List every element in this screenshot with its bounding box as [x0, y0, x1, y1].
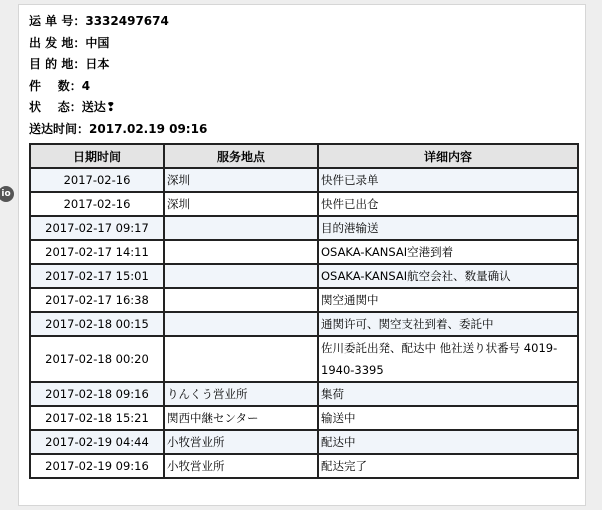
table-row: [30, 192, 578, 216]
row-detail: 目的港输送: [318, 216, 578, 240]
row-time: 2017-02-16: [30, 168, 164, 192]
shipment-info: [29, 11, 569, 140]
row-detail: OSAKA-KANSAI空港到着: [318, 240, 578, 264]
pieces-label: 件 数：: [29, 78, 82, 93]
row-detail: 配达完了: [318, 454, 578, 478]
row-place: [164, 336, 318, 382]
destination-value: 日本: [85, 57, 110, 71]
table-row: [30, 382, 578, 406]
row-place: りんくう営业所: [164, 382, 318, 406]
delivered-time-label: 送达时间：: [29, 121, 90, 136]
origin-row: [29, 33, 569, 55]
table-row: [30, 288, 578, 312]
header-datetime: 日期时间: [30, 144, 164, 168]
row-detail: OSAKA-KANSAI航空会社、数量确认: [318, 264, 578, 288]
row-place: 小牧営业所: [164, 430, 318, 454]
status-row: [29, 97, 569, 119]
table-row: [30, 430, 578, 454]
row-detail: 快件已出仓: [318, 192, 578, 216]
table-row: [30, 454, 578, 478]
destination-row: [29, 54, 569, 76]
row-place: 深圳: [164, 168, 318, 192]
delivered-time-row: [29, 119, 569, 141]
row-place: 関西中継センター: [164, 406, 318, 430]
header-location: 服务地点: [164, 144, 318, 168]
delivered-time-value: 2017.02.19 09:16: [89, 121, 208, 136]
row-time: 2017-02-17 16:38: [30, 288, 164, 312]
row-detail: 集荷: [318, 382, 578, 406]
row-detail: 関空通関中: [318, 288, 578, 312]
tracking-table: [29, 143, 579, 479]
row-time: 2017-02-18 00:20: [30, 336, 164, 382]
row-time: 2017-02-16: [30, 192, 164, 216]
status-label: 状 态：: [29, 100, 82, 114]
waybill-value: 3332497674: [85, 14, 169, 28]
table-row: [30, 168, 578, 192]
row-place: [164, 288, 318, 312]
row-detail: 快件已录单: [318, 168, 578, 192]
table-row: [30, 312, 578, 336]
row-time: 2017-02-19 09:16: [30, 454, 164, 478]
status-value: 送达❢: [81, 100, 116, 114]
table-row: [30, 216, 578, 240]
row-place: [164, 264, 318, 288]
table-row: [30, 406, 578, 430]
pieces-value: 4: [81, 78, 91, 93]
row-detail: 输送中: [318, 406, 578, 430]
row-place: [164, 216, 318, 240]
row-time: 2017-02-18 15:21: [30, 406, 164, 430]
row-time: 2017-02-18 00:15: [30, 312, 164, 336]
header-details: 详细内容: [318, 144, 578, 168]
waybill-label: 运 单 号：: [29, 14, 86, 28]
origin-value: 中国: [85, 35, 110, 50]
row-place: 小牧営业所: [164, 454, 318, 478]
row-detail: 通関许可、関空支社到着、委託中: [318, 312, 578, 336]
row-place: [164, 312, 318, 336]
row-detail: 佐川委託出発、配达中 他社送り状番号 4019-1940-3395: [318, 336, 578, 382]
tracking-panel: [18, 4, 586, 506]
row-place: [164, 240, 318, 264]
waybill-row: [29, 11, 569, 33]
pieces-row: [29, 76, 569, 98]
destination-label: 目 的 地：: [29, 57, 86, 71]
table-row: [30, 240, 578, 264]
row-time: 2017-02-17 09:17: [30, 216, 164, 240]
side-marker-badge[interactable]: io: [0, 186, 14, 202]
table-row: [30, 264, 578, 288]
origin-label: 出 发 地：: [29, 35, 86, 50]
row-place: 深圳: [164, 192, 318, 216]
row-detail: 配达中: [318, 430, 578, 454]
table-row: [30, 336, 578, 382]
table-header-row: [30, 144, 578, 168]
row-time: 2017-02-17 14:11: [30, 240, 164, 264]
row-time: 2017-02-19 04:44: [30, 430, 164, 454]
row-time: 2017-02-17 15:01: [30, 264, 164, 288]
row-time: 2017-02-18 09:16: [30, 382, 164, 406]
